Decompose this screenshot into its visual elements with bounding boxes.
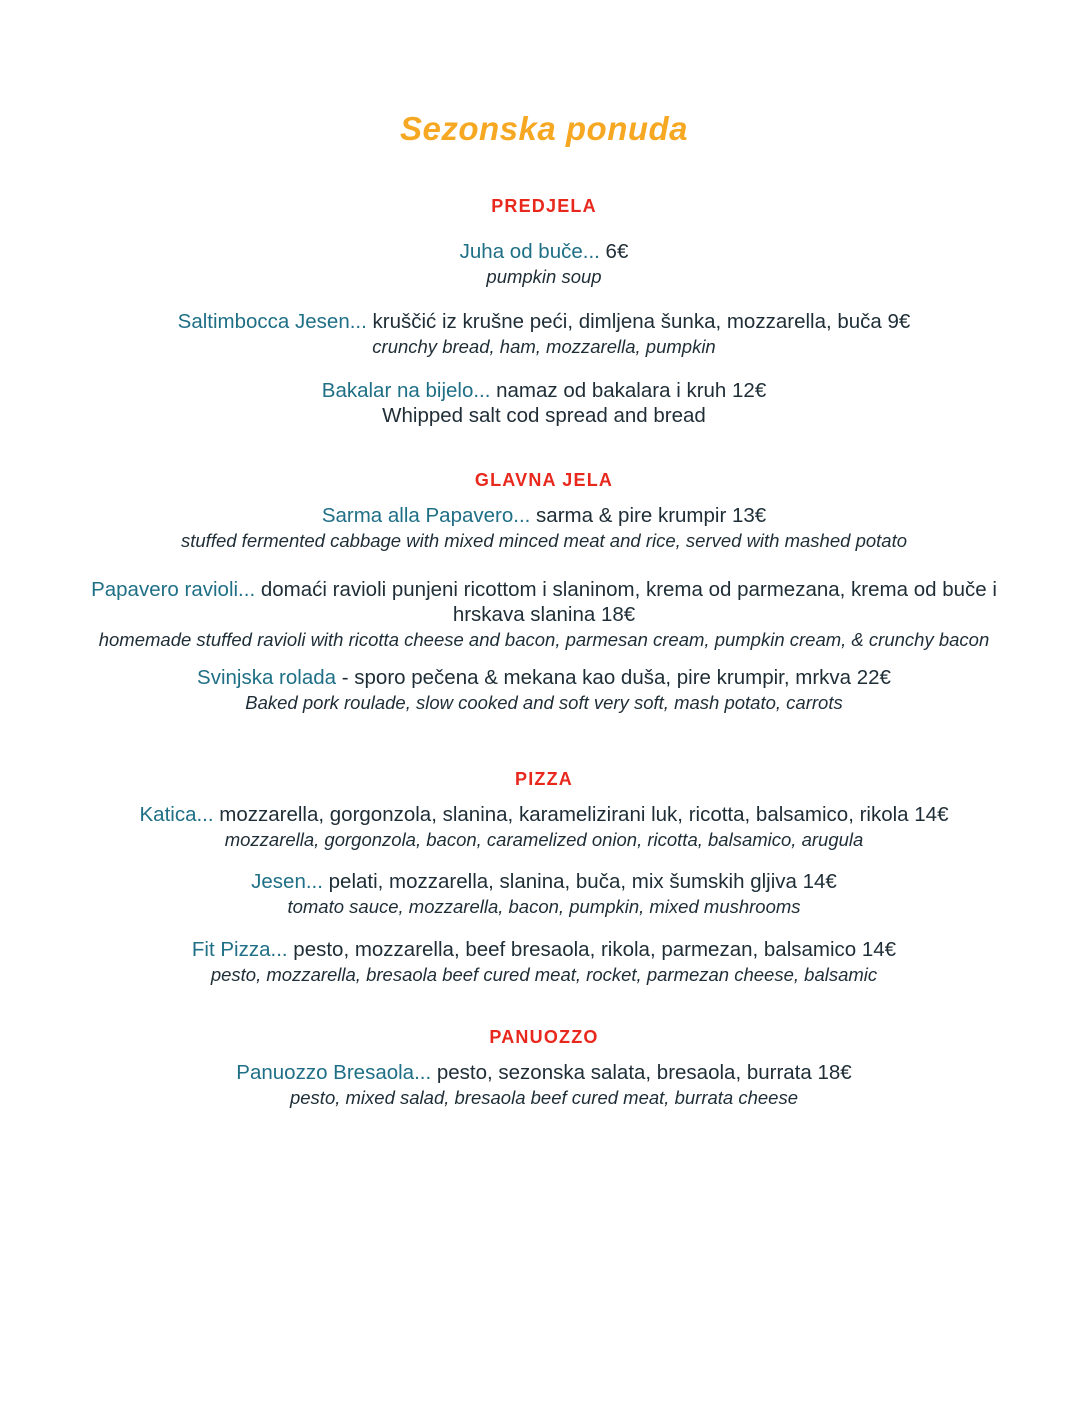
menu-item-detail: sarma & pire krumpir 13€ — [530, 504, 767, 528]
menu-item-description: tomato sauce, mozzarella, bacon, pumpkin, mixed mushrooms — [287, 896, 801, 918]
menu-item — [70, 577, 1018, 652]
menu-item — [70, 665, 1018, 715]
menu-item-line — [70, 937, 1018, 962]
menu-item — [70, 802, 1018, 852]
menu-item — [70, 869, 1018, 919]
menu-item-detail: mozzarella, gorgonzola, slanina, karamelizirani luk, ricotta, balsamico, rikola 14€ — [213, 802, 949, 826]
menu-item-name: Fit Pizza... — [191, 937, 288, 961]
menu-item-name: Katica... — [139, 802, 214, 826]
menu-item-description: mozzarella, gorgonzola, bacon, caramelized onion, ricotta, balsamico, arugula — [224, 828, 864, 850]
menu-item-description: Whipped salt cod spread and bread — [382, 404, 706, 428]
menu-item-name: Bakalar na bijelo... — [321, 379, 491, 403]
menu-item-line — [70, 309, 1018, 334]
section-heading: PANUOZZO — [489, 1026, 599, 1047]
menu-item-description: pesto, mixed salad, bresaola beef cured meat, burrata cheese — [289, 1086, 799, 1108]
menu-item — [70, 309, 1018, 359]
menu-item-line — [70, 503, 1018, 528]
menu-item — [70, 503, 1018, 553]
section-glavna-jela — [70, 470, 1018, 715]
menu-item-name: Panuozzo Bresaola... — [236, 1060, 432, 1084]
section-heading: GLAVNA JELA — [474, 470, 614, 491]
menu-item-name: Sarma alla Papavero... — [321, 504, 531, 528]
menu-item-detail: pesto, sezonska salata, bresaola, burrata 18€ — [431, 1060, 852, 1084]
menu-item-line — [70, 1060, 1018, 1085]
menu-item — [70, 1060, 1018, 1110]
section-pizza — [70, 769, 1018, 987]
menu-item-name: Juha od buče... — [459, 240, 600, 263]
menu-item-name: Svinjska rolada — [197, 666, 337, 690]
menu-item-description: pesto, mozzarella, bresaola beef cured meat, rocket, parmezan cheese, balsamic — [210, 963, 878, 985]
menu-item-line — [70, 869, 1018, 894]
menu-item-name: Jesen... — [251, 870, 323, 894]
menu-item-name: Papavero ravioli... — [91, 577, 256, 601]
menu-item — [70, 378, 1018, 428]
menu-item-detail: 6€ — [599, 240, 629, 263]
menu-item-detail: pesto, mozzarella, beef bresaola, rikola, parmezan, balsamico 14€ — [287, 937, 897, 961]
menu-item-line — [70, 239, 1018, 264]
menu-item-detail: domaći ravioli punjeni ricottom i slaninom, krema od parmezana, krema od buče i hrskava slanina 18€ — [255, 577, 997, 626]
menu-item-description: homemade stuffed ravioli with ricotta cheese and bacon, parmesan cream, pumpkin cream, & crunchy bacon — [98, 628, 990, 650]
menu-item — [70, 239, 1018, 289]
menu-item-description: Baked pork roulade, slow cooked and soft very soft, mash potato, carrots — [245, 692, 843, 714]
page-title: Sezonska ponuda — [399, 110, 689, 147]
section-heading: PREDJELA — [491, 196, 597, 216]
section-panuozzo — [70, 1027, 1018, 1110]
menu-item-detail: pelati, mozzarella, slanina, buča, mix šumskih gljiva 14€ — [322, 870, 837, 894]
menu-item-description: pumpkin soup — [486, 266, 602, 287]
menu-item-detail: kruščić iz krušne peći, dimljena šunka, mozzarella, buča 9€ — [366, 309, 911, 333]
menu-item — [70, 937, 1018, 987]
menu-item-line — [70, 665, 1018, 690]
menu-item-detail: namaz od bakalara i kruh 12€ — [490, 379, 767, 403]
menu-item-line — [70, 802, 1018, 827]
menu-item-description: stuffed fermented cabbage with mixed minced meat and rice, served with mashed potato — [181, 530, 907, 552]
menu-item-detail: - sporo pečena & mekana kao duša, pire krumpir, mrkva 22€ — [336, 666, 891, 690]
section-predjela — [70, 196, 1018, 428]
section-heading: PIZZA — [515, 768, 573, 789]
menu-item-description: crunchy bread, ham, mozzarella, pumpkin — [372, 335, 716, 357]
menu-item-name: Saltimbocca Jesen... — [177, 309, 367, 333]
menu-item-line — [70, 577, 1018, 627]
menu-item-line — [70, 378, 1018, 403]
